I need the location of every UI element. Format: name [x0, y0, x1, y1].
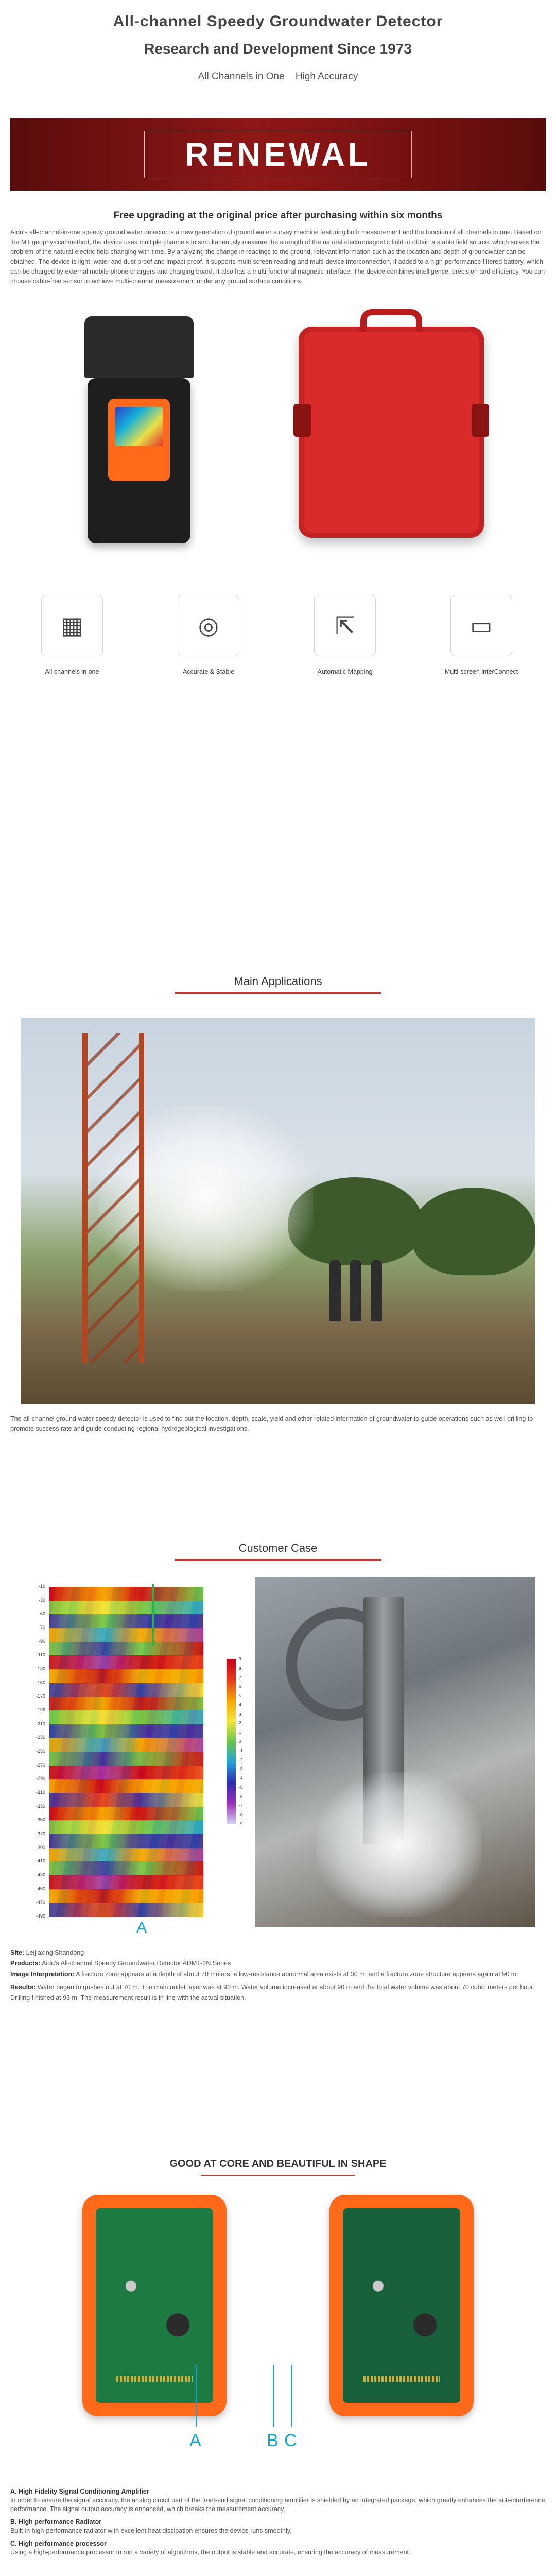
depth-tick-label: -50 — [38, 1611, 45, 1617]
case-latch-right — [472, 404, 489, 437]
depth-tick-label: -350 — [36, 1817, 45, 1823]
photo-tree — [412, 1188, 535, 1275]
scale-tick-label: 0 — [239, 1739, 241, 1744]
heatmap-band — [49, 1903, 203, 1917]
depth-tick-label: -310 — [36, 1790, 45, 1795]
board-right-image — [329, 2195, 474, 2416]
depth-tick-label: -330 — [36, 1803, 45, 1809]
depth-tick-label: -430 — [36, 1872, 45, 1877]
heatmap-band — [49, 1738, 203, 1752]
depth-tick-label: -450 — [36, 1886, 45, 1891]
scale-tick-label: -5 — [239, 1784, 243, 1790]
tagline — [0, 71, 556, 82]
depth-tick-label: -70 — [38, 1625, 45, 1630]
callout-line-c — [291, 2365, 292, 2427]
depth-tick-label: -390 — [36, 1844, 45, 1850]
feature-label: Multi-screen interConnect — [444, 668, 518, 675]
scale-tick-label: -3 — [239, 1766, 243, 1772]
heatmap-band — [49, 1683, 203, 1698]
open-case-image — [88, 378, 190, 543]
depth-tick-label: -190 — [36, 1707, 45, 1713]
case-latch-left — [293, 404, 311, 437]
heatmap-band — [49, 1587, 203, 1601]
callout-line-a — [196, 2365, 197, 2427]
section-core — [0, 2156, 556, 2176]
depth-tick-label: -230 — [36, 1735, 45, 1740]
scale-tick-label: -7 — [239, 1803, 243, 1808]
heatmap-band — [49, 1848, 203, 1862]
scale-tick-label: -4 — [239, 1775, 243, 1781]
callout-b: B — [267, 2431, 279, 2450]
circuit-board — [343, 2208, 460, 2403]
feature-label: All channels in one — [45, 668, 99, 675]
depth-tick-label: -30 — [38, 1597, 45, 1603]
depth-tick-label: -90 — [38, 1638, 45, 1644]
scale-tick-label: 8 — [239, 1665, 241, 1671]
core-feature-b-title: B. High performance Radiator — [10, 2518, 102, 2526]
scale-tick-label: -9 — [239, 1821, 243, 1826]
core-feature-b-text: Built-in high-performance radiator with excellent heat dissipation ensures the device runs smoothly. — [10, 2527, 292, 2534]
heatmap-band — [49, 1614, 203, 1629]
scale-tick-label: 9 — [239, 1656, 241, 1662]
renewal-banner — [10, 118, 546, 191]
board-connector — [363, 2376, 440, 2382]
detector-device — [108, 399, 170, 481]
core-feature-a-text: In order to ensure the signal accuracy, the analog circuit part of the front-end signal conditioning amplifier is shielded by an integrated package, which greatly enhances the anti-interference performance. The signal output accuracy is enhanced, which breaks the measurement accuracy. — [10, 2497, 545, 2513]
heatmap-band — [49, 1710, 203, 1725]
depth-tick-label: -410 — [36, 1858, 45, 1864]
section-customer-case — [0, 1540, 556, 1561]
heatmap-marker-label: A — [136, 1919, 147, 1936]
case-site: Site: Leijiaxing Shandong — [10, 1949, 84, 1956]
applications-text: The all-channel ground water speedy detector is used to find out the location, depth, scale, yield and other related information of groundwater to guide operations such as well drilling to promote success rate and guide conducting regional hydrogeological investigations. — [10, 1415, 533, 1432]
scale-tick-label: 7 — [239, 1674, 241, 1680]
resistivity-heatmap — [49, 1587, 203, 1936]
photo-person — [371, 1260, 382, 1321]
section-title: Main Applications — [234, 975, 322, 988]
callout-c: C — [284, 2431, 297, 2450]
heatmap-band — [49, 1861, 203, 1876]
heatmap-band — [49, 1793, 203, 1807]
scale-tick-label: 1 — [239, 1730, 241, 1735]
banner-word: RENEWAL — [185, 136, 371, 173]
feature-interconnect — [440, 595, 523, 676]
depth-tick-label: -150 — [36, 1680, 45, 1685]
feature-label: Accurate & Stable — [182, 668, 235, 675]
drilling-field-photo — [21, 1018, 535, 1404]
section-title: Customer Case — [238, 1541, 318, 1554]
board-left-image — [82, 2195, 227, 2416]
heatmap-band — [49, 1752, 203, 1766]
resistivity-section-chart — [21, 1577, 243, 1936]
heatmap-band — [49, 1628, 203, 1642]
depth-tick-label: -110 — [36, 1652, 45, 1658]
core-feature-c-title: C. High performance processor — [10, 2540, 107, 2547]
heatmap-band — [49, 1655, 203, 1670]
well-gushing-photo — [255, 1577, 535, 1927]
tagline-channels: All Channels in One — [198, 71, 285, 82]
case-results: Results: Water began to gushes out at 70 m. The main outlet layer was at 90 m. Water volume increased at about 90 m and the total water volume was about 70 cubic meters per hour. Drilling finished at 93 m. The measurement result is in line with the actual situation. — [10, 1984, 535, 2002]
case-handle — [360, 309, 422, 332]
section-applications — [0, 974, 556, 994]
depth-tick-label: -490 — [36, 1913, 45, 1919]
scale-tick-label: -6 — [239, 1793, 243, 1799]
scale-tick-label: -2 — [239, 1757, 243, 1762]
heatmap-band — [49, 1601, 203, 1615]
core-feature-c-text: Using a high-performance processor to run a variety of algorithms, the output is stable and accurate, ensuring the accuracy of measurement. — [10, 2549, 411, 2556]
scale-tick-label: 2 — [239, 1720, 241, 1726]
callout-a: A — [189, 2431, 201, 2450]
feature-channels — [31, 595, 113, 676]
case-info — [10, 1947, 546, 2004]
heatmap-band — [49, 1766, 203, 1780]
photo-person — [350, 1260, 361, 1321]
depth-tick-label: -290 — [36, 1776, 45, 1782]
heatmap-band — [49, 1889, 203, 1904]
photo-water — [317, 1772, 481, 1917]
interconnect-icon: ▭ — [450, 595, 512, 656]
core-feature-a-title: A. High Fidelity Signal Conditioning Amplifier — [10, 2488, 149, 2495]
scale-tick-label: 4 — [239, 1702, 241, 1707]
heatmap-marker — [152, 1584, 154, 1646]
product-hero — [0, 296, 556, 574]
heatmap-band — [49, 1642, 203, 1656]
case-lid — [84, 316, 194, 378]
device-screen — [115, 407, 163, 446]
feature-mapping — [304, 595, 386, 676]
heatmap-band — [49, 1834, 203, 1849]
heatmap-band — [49, 1875, 203, 1890]
board-connector — [116, 2376, 193, 2382]
page-subtitle: Research and Development Since 1973 — [144, 41, 412, 57]
depth-tick-label: -10 — [38, 1584, 45, 1589]
red-case-image — [299, 327, 484, 538]
scale-tick-label: 6 — [239, 1684, 241, 1689]
accuracy-icon: ◎ — [178, 595, 239, 656]
depth-tick-label: -210 — [36, 1721, 45, 1726]
case-product: Products: Aidu's All-channel Speedy Groundwater Detector ADMT-2N Series — [10, 1960, 231, 1967]
heatmap-band — [49, 1779, 203, 1793]
heatmap-band — [49, 1820, 203, 1835]
core-features-text — [10, 2483, 546, 2557]
depth-tick-label: -130 — [36, 1666, 45, 1671]
section-underline — [175, 1559, 381, 1561]
depth-tick-label: -270 — [36, 1762, 45, 1768]
tagline-accuracy: High Accuracy — [295, 71, 358, 82]
photo-person — [329, 1260, 341, 1321]
feature-accuracy — [167, 595, 250, 676]
heatmap-band — [49, 1669, 203, 1684]
scale-tick-label: 3 — [239, 1711, 241, 1717]
section-underline — [201, 2175, 355, 2176]
channels-icon: ▦ — [41, 595, 103, 656]
heatmap-band — [49, 1807, 203, 1821]
depth-tick-label: -250 — [36, 1749, 45, 1754]
scale-tick-label: -1 — [239, 1748, 243, 1753]
section-title: GOOD AT CORE AND BEAUTIFUL IN SHAPE — [169, 2158, 387, 2170]
depth-tick-label: -170 — [36, 1693, 45, 1699]
scale-tick-label: -8 — [239, 1812, 243, 1818]
heatmap-band — [49, 1697, 203, 1711]
case-interpretation: Image Interpretation: A fracture zone appears at a depth of about 70 meters, a low-resistance abnormal area exists at 30 m, and a fracture zone structure appears again at 90 m. — [10, 1971, 518, 1978]
scale-tick-label: 5 — [239, 1693, 241, 1699]
section-underline — [175, 992, 381, 994]
page-header — [0, 0, 556, 118]
depth-tick-label: -470 — [36, 1900, 45, 1905]
photo-drilling-rig — [82, 1033, 144, 1363]
page-title: All-channel Speedy Groundwater Detector — [113, 13, 443, 30]
mapping-icon: ⇱ — [314, 595, 376, 656]
feature-row — [0, 574, 556, 703]
feature-label: Automatic Mapping — [317, 668, 373, 675]
callout-line-b — [273, 2365, 274, 2427]
intro-paragraph: Aidu's all-channel-in-one speedy ground water detector is a new generation of ground water survey machine featuring both measurement and the function of all channels in one. Based on the MT geophysical method, the device uses multiple channels to simultaneously measure the strength of the natural electromagnetic field to obtain a stable field source, which solves the problem of the natural electric field changing with time. By analyzing the change in readings to the ground, relevant information such as the location and depth of groundwater can be obtained. The device is light, water and dust proof and impact proof. It supports multi-screen reading and multi-device interconnection, if added to a high-performance filtered battery, which can be charged by external mobile phone chargers and charging board. It also has a multi-functional magnetic interface. The device combines intelligence, precision and efficiency. You can choose cable-free sensor to achieve multi-channel measurement under any ground surface conditions. — [10, 229, 545, 285]
heatmap-band — [49, 1724, 203, 1739]
color-scale-bar — [227, 1659, 236, 1824]
depth-tick-label: -370 — [36, 1831, 45, 1836]
upgrade-note: Free upgrading at the original price after purchasing within six months — [113, 210, 443, 221]
